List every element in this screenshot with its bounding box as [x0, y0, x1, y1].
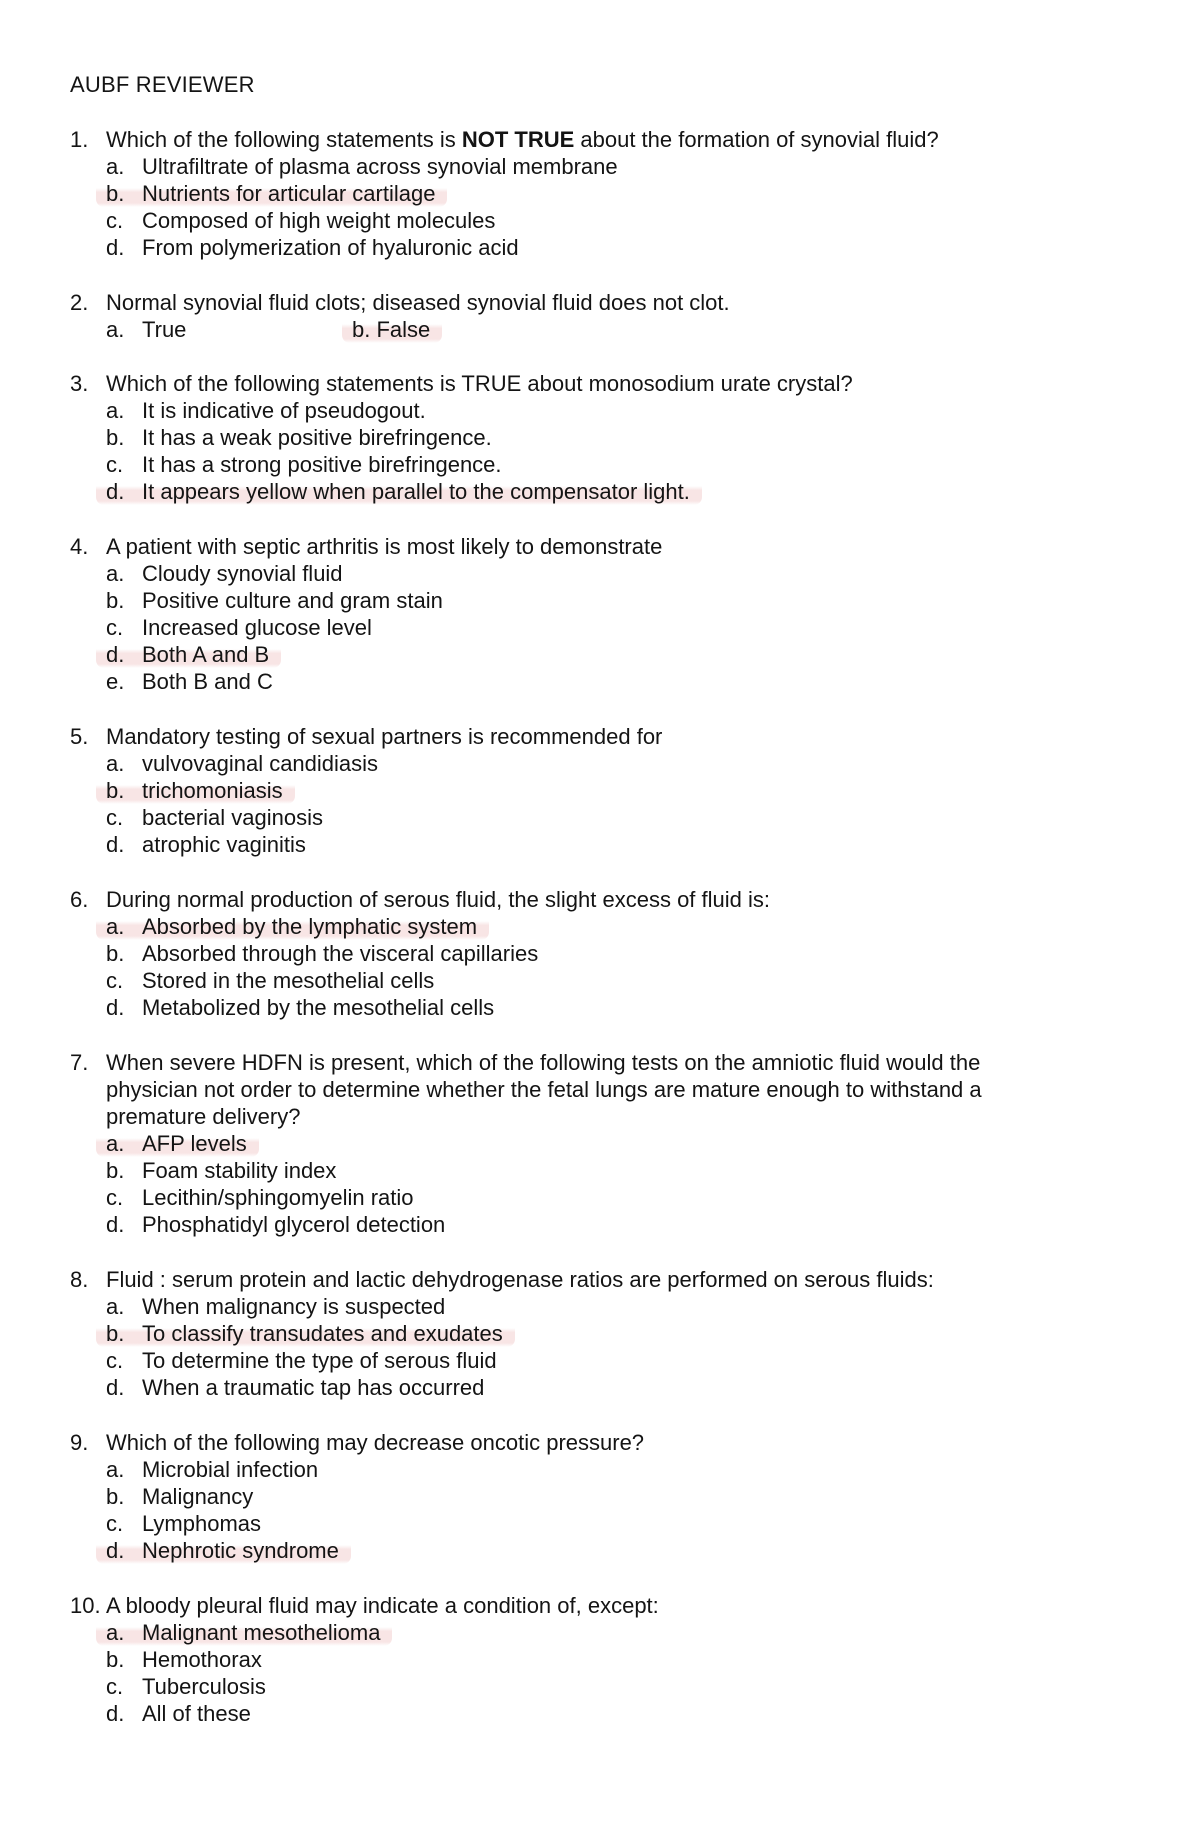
question-text: During normal production of serous fluid, the slight excess of fluid is: — [106, 887, 770, 912]
option-b: b. It has a weak positive birefringence. — [106, 425, 492, 450]
option-c: c. It has a strong positive birefringence. — [106, 452, 502, 477]
option-a: a. When malignancy is suspected — [106, 1294, 446, 1319]
option-c: c. Composed of high weight molecules — [106, 208, 496, 233]
question-text: Which of the following statements is NOT TRUE about the formation of synovial fluid? — [106, 127, 939, 152]
option-row — [106, 316, 1070, 343]
option-b: b. Malignancy — [106, 1484, 254, 1509]
option-d: d. From polymerization of hyaluronic acid — [106, 235, 519, 260]
question-5 — [70, 723, 1070, 858]
option-a: a. vulvovaginal candidiasis — [106, 751, 379, 776]
question-number: 9. — [70, 1430, 89, 1455]
option-b: b. Positive culture and gram stain — [106, 588, 443, 613]
question-number: 5. — [70, 724, 89, 749]
option-a: a. Ultrafiltrate of plasma across synovial membrane — [106, 154, 618, 179]
option-b: b. Nutrients for articular cartilage — [106, 180, 1070, 207]
option-a: a. Cloudy synovial fluid — [106, 561, 343, 586]
option-a: a. Malignant mesothelioma — [106, 1619, 1070, 1646]
question-number: 4. — [70, 534, 89, 559]
page-title: AUBF REVIEWER — [70, 72, 255, 97]
option-d: d. Both A and B — [106, 641, 1070, 668]
question-10 — [70, 1592, 1070, 1727]
question-9 — [70, 1429, 1070, 1564]
question-text: Which of the following may decrease oncotic pressure? — [106, 1430, 645, 1455]
option-b: b. Absorbed through the visceral capillaries — [106, 941, 539, 966]
question-number: 8. — [70, 1267, 89, 1292]
option-a: a. AFP levels — [106, 1130, 1070, 1157]
option-c: c. To determine the type of serous fluid — [106, 1348, 497, 1373]
option-d: d. Metabolized by the mesothelial cells — [106, 995, 495, 1020]
question-6 — [70, 886, 1070, 1021]
question-number: 2. — [70, 290, 89, 315]
option-d: d. atrophic vaginitis — [106, 832, 306, 857]
option-a: a. Absorbed by the lymphatic system — [106, 913, 1070, 940]
question-number: 1. — [70, 127, 89, 152]
question-7 — [70, 1049, 1070, 1238]
question-3 — [70, 370, 1070, 505]
question-text: A patient with septic arthritis is most likely to demonstrate — [106, 534, 663, 559]
option-c: c. Lymphomas — [106, 1511, 262, 1536]
option-c: c. Tuberculosis — [106, 1674, 266, 1699]
question-text: Normal synovial fluid clots; diseased synovial fluid does not clot. — [106, 290, 730, 315]
question-text: Which of the following statements is TRUE about monosodium urate crystal? — [106, 371, 853, 396]
option-b: b. To classify transudates and exudates — [106, 1320, 1070, 1347]
option-c: c. Lecithin/sphingomyelin ratio — [106, 1185, 414, 1210]
option-d: d. Nephrotic syndrome — [106, 1537, 1070, 1564]
question-number: 10. — [70, 1593, 101, 1618]
question-text: A bloody pleural fluid may indicate a condition of, except: — [106, 1593, 659, 1618]
question-text: Fluid : serum protein and lactic dehydrogenase ratios are performed on serous fluids: — [106, 1267, 934, 1292]
question-number: 3. — [70, 371, 89, 396]
option-c: c. bacterial vaginosis — [106, 805, 323, 830]
question-1 — [70, 126, 1070, 261]
option-e: e. Both B and C — [106, 669, 273, 694]
question-number: 6. — [70, 887, 89, 912]
question-number: 7. — [70, 1050, 89, 1075]
question-text: Mandatory testing of sexual partners is recommended for — [106, 724, 663, 749]
option-a: a. It is indicative of pseudogout. — [106, 398, 426, 423]
question-2 — [70, 289, 1070, 343]
option-c: c. Stored in the mesothelial cells — [106, 968, 435, 993]
option-a: a. True — [106, 317, 187, 342]
option-d: d. All of these — [106, 1701, 251, 1726]
option-d: d. When a traumatic tap has occurred — [106, 1375, 485, 1400]
option-b: b. Hemothorax — [106, 1647, 262, 1672]
option-b: b. False — [352, 316, 598, 343]
option-b: b. trichomoniasis — [106, 777, 1070, 804]
option-d: d. Phosphatidyl glycerol detection — [106, 1212, 446, 1237]
question-text: When severe HDFN is present, which of the following tests on the amniotic fluid would the physician not order to determine whether the fetal lungs are mature enough to withstand a premature delivery? — [106, 1050, 982, 1129]
option-b: b. Foam stability index — [106, 1158, 337, 1183]
option-c: c. Increased glucose level — [106, 615, 372, 640]
emphasis-text: NOT TRUE — [461, 127, 575, 152]
question-4 — [70, 533, 1070, 695]
question-8 — [70, 1266, 1070, 1401]
option-d: d. It appears yellow when parallel to the compensator light. — [106, 478, 1070, 505]
option-a: a. Microbial infection — [106, 1457, 319, 1482]
